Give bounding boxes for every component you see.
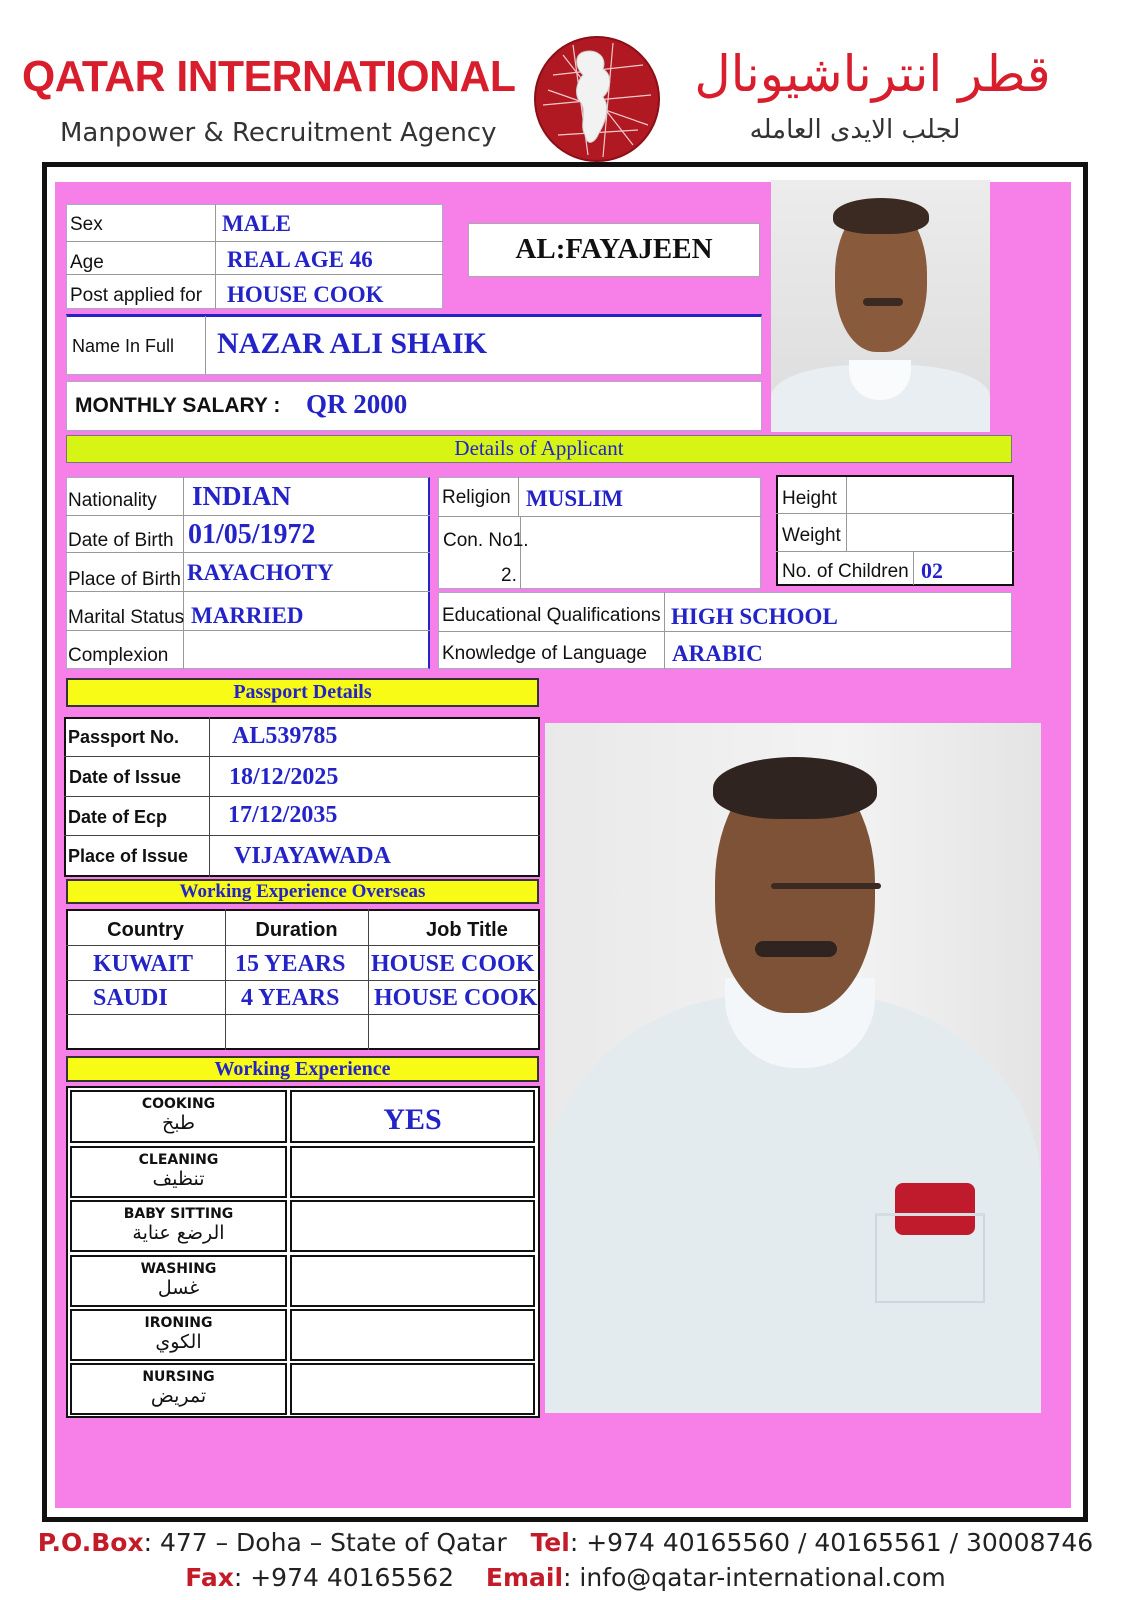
footer-contact-line-2: [0, 1563, 1131, 1592]
skill-nursing-value-cell: [290, 1363, 535, 1415]
skill-cooking-value-cell: [290, 1090, 535, 1143]
post-label: Post applied for: [70, 285, 203, 306]
table-row-job: HOUSE COOK: [371, 951, 535, 977]
col-duration-header: Duration: [255, 919, 338, 941]
experience-heading: Working Experience: [66, 1056, 539, 1082]
education-value: HIGH SCHOOL: [671, 604, 838, 629]
skill-label-en: IRONING: [144, 1315, 213, 1331]
skill-ironing-value-cell: [290, 1309, 535, 1361]
tel-label: Tel: [530, 1528, 570, 1557]
table-row-country: KUWAIT: [93, 951, 194, 977]
col-country-header: Country: [107, 919, 184, 941]
footer-contact-line-1: [0, 1528, 1131, 1557]
expiry-date-value: 17/12/2035: [228, 802, 338, 828]
skill-label-ar: الرضع عناية: [132, 1222, 225, 1244]
salary-value: QR 2000: [306, 389, 408, 419]
age-value: REAL AGE 46: [227, 247, 373, 272]
skill-nursing: [70, 1363, 287, 1415]
skill-label-en: BABY SITTING: [123, 1206, 234, 1222]
skill-label-ar: طبخ: [161, 1112, 196, 1134]
education-label: Educational Qualifications: [442, 605, 661, 626]
pobox-label: P.O.Box: [37, 1528, 144, 1557]
skill-cooking: [70, 1090, 287, 1143]
table-row-job: HOUSE COOK: [374, 985, 538, 1011]
children-label: No. of Children: [782, 561, 909, 582]
skill-label-ar: تمريض: [150, 1385, 207, 1407]
fax-value: : +974 40165562: [233, 1563, 455, 1592]
marital-label: Marital Status: [68, 607, 185, 628]
issue-place-label: Place of Issue: [68, 846, 189, 866]
col-job-header: Job Title: [426, 919, 508, 941]
contact2-label: 2.: [501, 565, 517, 586]
skill-label-en: NURSING: [142, 1369, 215, 1385]
sex-label: Sex: [70, 214, 103, 235]
passport-heading: Passport Details: [66, 678, 539, 707]
table-row-duration: 4 YEARS: [241, 985, 340, 1011]
fax-label: Fax: [185, 1563, 234, 1592]
marital-value: MARRIED: [191, 603, 304, 628]
nationality-value: INDIAN: [192, 481, 292, 511]
issue-date-value: 18/12/2025: [229, 764, 339, 790]
issue-place-value: VIJAYAWADA: [234, 843, 391, 869]
age-label: Age: [70, 252, 104, 273]
skill-washing: [70, 1255, 287, 1307]
skill-label-ar: غسل: [157, 1277, 200, 1299]
name-label: Name In Full: [72, 336, 175, 356]
brand-tagline-arabic: لجلب الايدى العامله: [749, 115, 961, 145]
skill-label-en: CLEANING: [138, 1152, 219, 1168]
contact1-label: Con. No1.: [443, 530, 529, 551]
pob-value: RAYACHOTY: [187, 560, 334, 585]
sex-value: MALE: [222, 211, 291, 236]
details-heading: Details of Applicant: [66, 435, 1012, 463]
language-label: Knowledge of Language: [442, 643, 647, 664]
nationality-label: Nationality: [68, 490, 157, 511]
skill-baby-sitting-value-cell: [290, 1200, 535, 1252]
complexion-label: Complexion: [68, 645, 169, 666]
applicant-photo-portrait: [771, 180, 990, 432]
applicant-name: NAZAR ALI SHAIK: [217, 327, 488, 360]
skill-cleaning: [70, 1146, 287, 1198]
tel-value: : +974 40165560 / 40165561 / 30008746: [569, 1528, 1094, 1557]
passport-no-label: Passport No.: [68, 727, 180, 747]
skill-ironing: [70, 1309, 287, 1361]
skill-baby-sitting: [70, 1200, 287, 1252]
language-value: ARABIC: [672, 641, 763, 666]
pob-label: Place of Birth: [68, 569, 181, 590]
table-row-country: SAUDI: [93, 985, 168, 1011]
table-row-duration: 15 YEARS: [235, 951, 346, 977]
weight-label: Weight: [782, 525, 841, 546]
dob-value: 01/05/1972: [188, 519, 316, 550]
skill-value: YES: [383, 1103, 442, 1136]
skill-washing-value-cell: [290, 1255, 535, 1307]
religion-value: MUSLIM: [526, 486, 624, 511]
globe-logo-icon: [533, 35, 661, 163]
overseas-heading: Working Experience Overseas: [66, 879, 539, 904]
brand-name-english: QATAR INTERNATIONAL: [22, 52, 516, 101]
skill-cleaning-value-cell: [290, 1146, 535, 1198]
skill-label-en: COOKING: [141, 1096, 216, 1112]
passport-no-value: AL539785: [232, 723, 338, 749]
agency-ref: AL:FAYAJEEN: [515, 233, 713, 265]
pobox-value: : 477 – Doha – State of Qatar: [143, 1528, 507, 1557]
email-label: Email: [485, 1563, 564, 1592]
skill-label-ar: الكوي: [155, 1331, 202, 1353]
skill-label-en: WASHING: [140, 1261, 217, 1277]
dob-label: Date of Birth: [68, 530, 174, 551]
issue-date-label: Date of Issue: [69, 767, 182, 787]
children-value: 02: [921, 558, 943, 583]
skill-label-ar: تنظيف: [152, 1168, 205, 1190]
brand-tagline-english: Manpower & Recruitment Agency: [60, 118, 497, 148]
religion-label: Religion: [442, 487, 511, 508]
brand-name-arabic: قطر انترناشيونال: [694, 45, 1051, 103]
post-value: HOUSE COOK: [227, 282, 384, 307]
email-value: : info@qatar-international.com: [563, 1563, 946, 1592]
applicant-photo-full: [545, 723, 1041, 1413]
expiry-date-label: Date of Ecp: [68, 807, 168, 827]
height-label: Height: [782, 488, 837, 509]
salary-label: MONTHLY SALARY :: [75, 394, 281, 417]
